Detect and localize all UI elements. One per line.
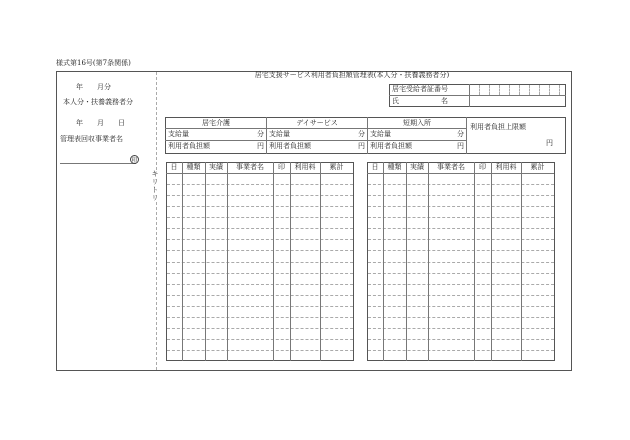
service-burden-unit-short-stay: 円 bbox=[457, 142, 464, 150]
cut-line bbox=[156, 72, 157, 370]
service-burden-day-service: 利用者負担額 bbox=[269, 142, 311, 150]
date-label: 年 月 日 bbox=[76, 119, 125, 127]
table-header-cell: 種類 bbox=[186, 163, 201, 171]
service-burden-short-stay: 利用者負担額 bbox=[370, 142, 412, 150]
upper-limit-label: 利用者負担上限額 bbox=[470, 123, 526, 131]
service-supply-home-care: 支給量 bbox=[168, 130, 189, 138]
service-burden-unit-home-care: 円 bbox=[257, 142, 264, 150]
service-name-short-stay: 短期入所 bbox=[403, 119, 431, 127]
table-header-cell: 実績 bbox=[209, 163, 223, 171]
upper-limit-unit: 円 bbox=[546, 139, 553, 147]
person-label-top: 本人分・扶養義務者分 bbox=[63, 98, 133, 106]
service-burden-unit-day-service: 円 bbox=[358, 142, 365, 150]
service-supply-unit-day-service: 分 bbox=[358, 130, 365, 138]
table-header-cell: 日 bbox=[371, 163, 379, 171]
year-month-label: 年 月分 bbox=[76, 83, 111, 91]
table-header-cell: 日 bbox=[170, 163, 178, 171]
service-supply-unit-short-stay: 分 bbox=[457, 130, 464, 138]
service-supply-unit-home-care: 分 bbox=[257, 130, 264, 138]
table-header-cell: 種類 bbox=[387, 163, 402, 171]
recipient-number-label: 居宅受給者証番号 bbox=[392, 85, 448, 93]
table-header-cell: 印 bbox=[278, 163, 285, 171]
service-name-day-service: デイサービス bbox=[296, 119, 338, 127]
table-header-cell: 累計 bbox=[329, 163, 344, 171]
collector-label: 管理表回収事業者名 bbox=[60, 135, 123, 143]
table-header-cell: 累計 bbox=[530, 163, 545, 171]
name-label: 氏 名 bbox=[392, 97, 448, 105]
table-header-cell: 事業者名 bbox=[437, 163, 465, 171]
table-header-cell: 実績 bbox=[410, 163, 424, 171]
service-supply-short-stay: 支給量 bbox=[370, 130, 391, 138]
table-header-cell: 利用料 bbox=[294, 163, 316, 171]
seal-mark: 印 bbox=[131, 157, 138, 164]
service-name-home-care: 居宅介護 bbox=[202, 119, 230, 127]
form-number: 様式第16号(第7条関係) bbox=[56, 59, 131, 67]
service-burden-home-care: 利用者負担額 bbox=[168, 142, 210, 150]
table-header-cell: 利用料 bbox=[495, 163, 517, 171]
cut-label: キリトリ bbox=[151, 170, 159, 202]
collector-underline bbox=[60, 163, 136, 164]
table-header-cell: 事業者名 bbox=[236, 163, 264, 171]
form-title: 居宅支援サービス利用者負担額管理表(本人分・扶養義務者分) bbox=[254, 71, 450, 79]
table-header-cell: 印 bbox=[479, 163, 486, 171]
service-supply-day-service: 支給量 bbox=[269, 130, 290, 138]
